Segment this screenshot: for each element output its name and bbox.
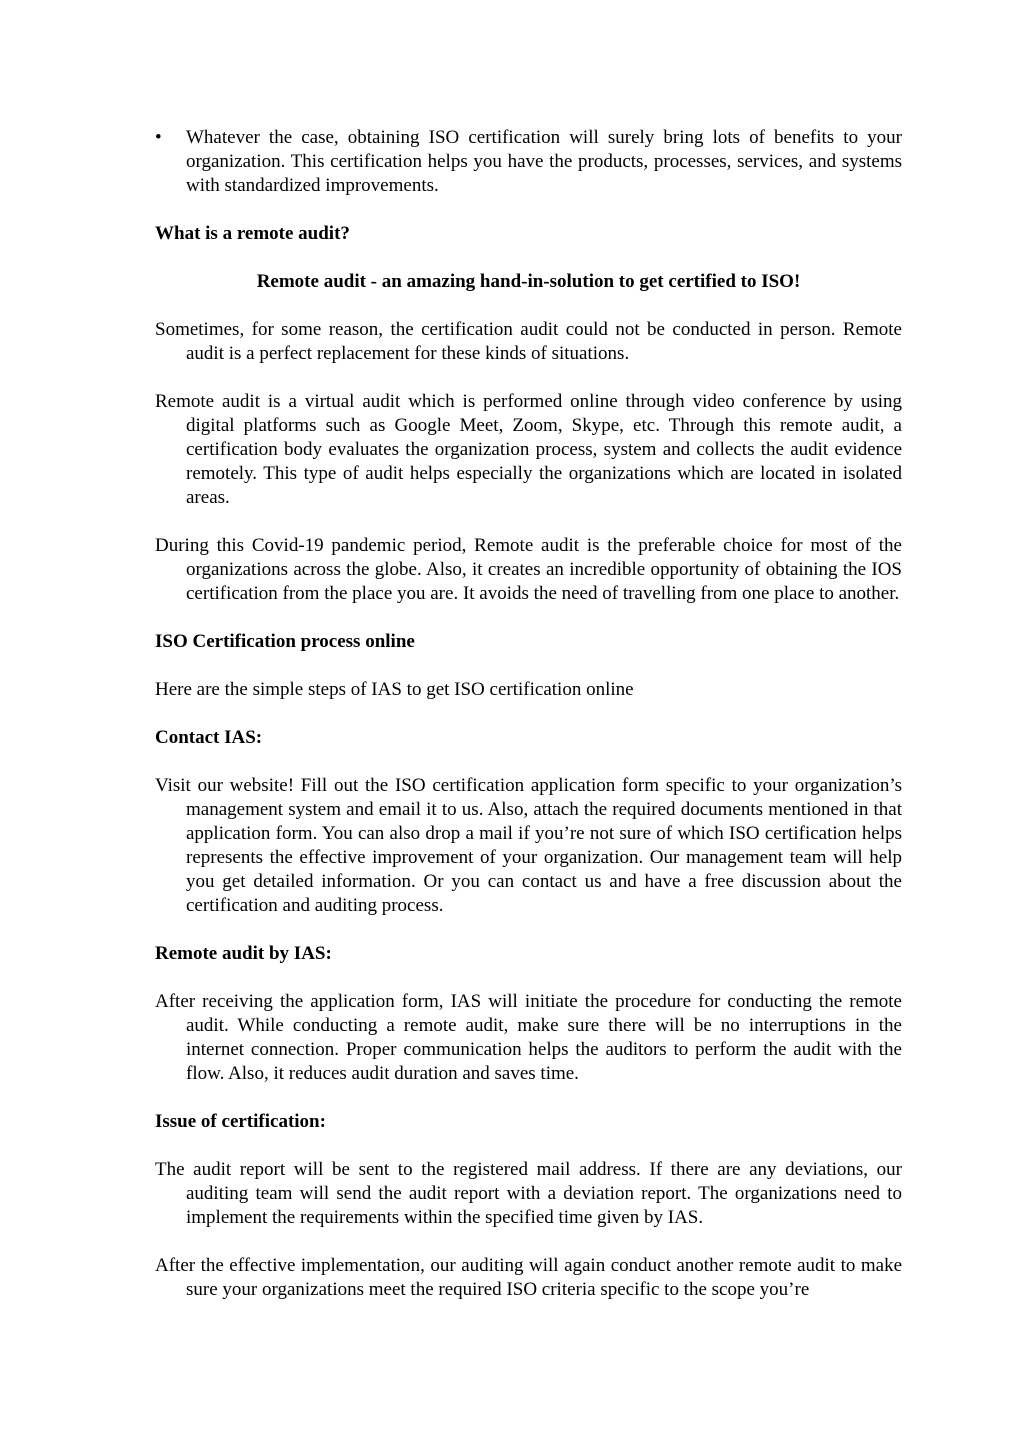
issue-heading: Issue of certification: (155, 1111, 326, 1132)
issue-paragraph-2: After the effective implementation, our auditing will again conduct another remote audit to make sure your organizations meet the required ISO criteria specific to the scope you’re (155, 1255, 902, 1300)
remote-by-ias-paragraph: After receiving the application form, IAS will initiate the procedure for conducting the remote audit. While conducting a remote audit, make sure there will be no interruptions in the internet connection. Proper communication helps the auditors to perform the audit with the flow. Also, it reduces audit duration and saves time. (155, 991, 902, 1084)
remote-audit-paragraph-3: During this Covid-19 pandemic period, Remote audit is the preferable choice for most of the organizations across the globe. Also, it creates an incredible opportunity of obtaining the IOS certification from the place you are. It avoids the need of travelling from one place to another. (155, 535, 902, 604)
bullet-icon: • (155, 127, 162, 148)
remote-audit-paragraph-1: Sometimes, for some reason, the certification audit could not be conducted in person. Remote audit is a perfect replacement for these kinds of situations. (155, 319, 902, 364)
process-heading: ISO Certification process online (155, 631, 415, 652)
bullet-item (155, 126, 902, 198)
document-page (155, 126, 902, 1302)
contact-heading: Contact IAS: (155, 727, 263, 748)
contact-paragraph: Visit our website! Fill out the ISO certification application form specific to your organization’s management system and email it to us. Also, attach the required documents mentioned in that application form. You can also drop a mail if you’re not sure of which ISO certification helps represents the effective improvement of your organization. Our management team will help you get detailed information. Or you can contact us and have a free discussion about the certification and auditing process. (155, 775, 902, 916)
remote-audit-paragraph-2: Remote audit is a virtual audit which is performed online through video conference by using digital platforms such as Google Meet, Zoom, Skype, etc. Through this remote audit, a certification body evaluates the organization process, system and collects the audit evidence remotely. This type of audit helps especially the organizations which are located in isolated areas. (155, 391, 902, 508)
remote-audit-heading: What is a remote audit? (155, 223, 350, 244)
remote-audit-subheading: Remote audit - an amazing hand-in-solution to get certified to ISO! (256, 271, 801, 292)
remote-by-ias-heading: Remote audit by IAS: (155, 943, 332, 964)
issue-paragraph-1: The audit report will be sent to the registered mail address. If there are any deviations, our auditing team will send the audit report with a deviation report. The organizations need to implement the requirements within the specified time given by IAS. (155, 1159, 902, 1228)
process-intro: Here are the simple steps of IAS to get ISO certification online (155, 679, 634, 700)
bullet-text: Whatever the case, obtaining ISO certification will surely bring lots of benefits to your organization. This certification helps you have the products, processes, services, and systems with standardized improvements. (186, 127, 902, 196)
